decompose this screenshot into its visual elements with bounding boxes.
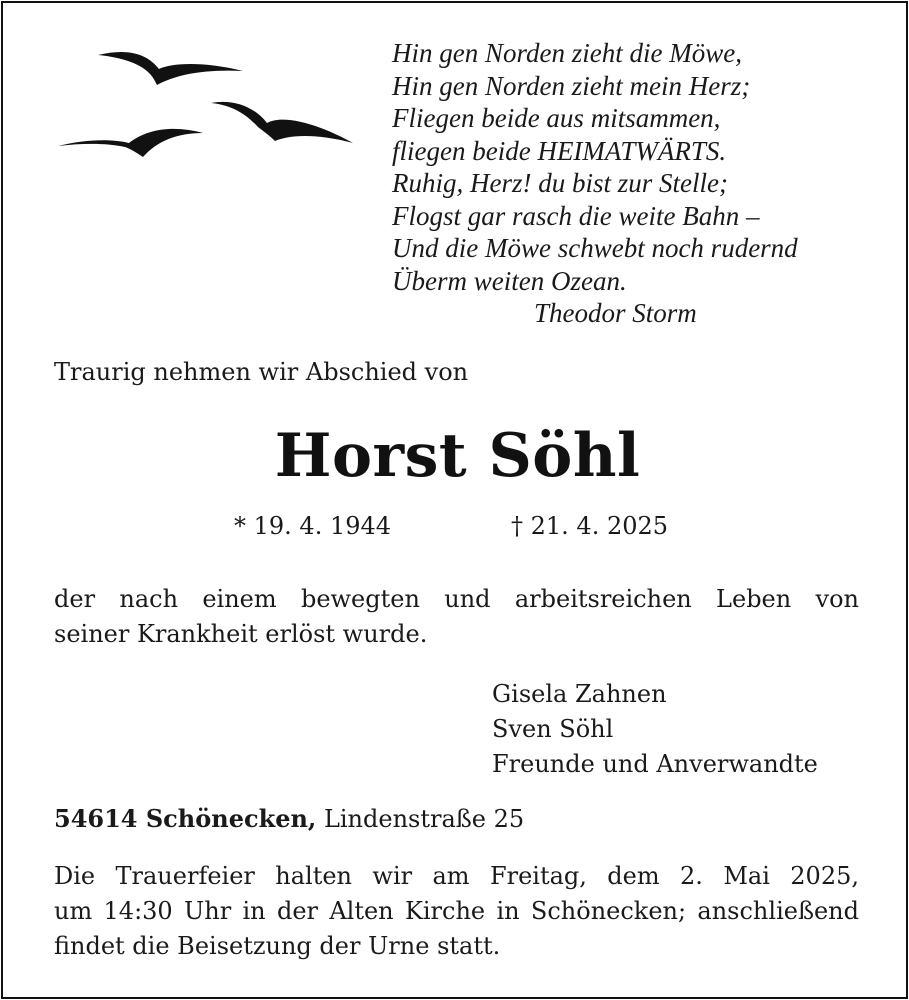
seagull-icon <box>98 52 243 85</box>
signer: Sven Söhl <box>492 715 614 743</box>
seagulls-illustration <box>53 43 363 173</box>
address-street: Lindenstraße 25 <box>323 805 525 833</box>
intro-text: Traurig nehmen wir Abschied von <box>54 358 469 386</box>
poem-line: Flogst gar rasch die weite Bahn – <box>392 200 760 231</box>
poem-line: fliegen beide HEIMATWÄRTS. <box>392 135 727 166</box>
poem-line: Hin gen Norden zieht die Möwe, <box>392 38 742 68</box>
life-text <box>54 582 859 652</box>
seagull-icon <box>211 102 353 143</box>
poem-line: Fliegen beide aus mitsammen, <box>392 103 721 133</box>
poem-line: Überm weiten Ozean. <box>392 265 627 296</box>
address <box>54 804 524 833</box>
signers <box>492 677 818 782</box>
seagull-icon <box>58 129 203 157</box>
deceased-name: Horst Söhl <box>274 421 641 491</box>
funeral-notice-line: um 14:30 Uhr in der Alten Kirche in Schönecken; anschließend <box>54 897 859 925</box>
funeral-notice-line: Die Trauerfeier halten wir am Freitag, dem 2. Mai 2025, <box>54 862 859 890</box>
obituary-card <box>1 1 908 999</box>
address-city: 54614 Schönecken, <box>54 804 317 833</box>
funeral-notice <box>54 859 859 964</box>
life-text-line: seiner Krankheit erlöst wurde. <box>54 620 428 648</box>
death-date: † 21. 4. 2025 <box>511 512 669 540</box>
poem-line: Und die Möwe schwebt noch rudernd <box>392 233 798 263</box>
poem <box>392 37 798 330</box>
funeral-notice-line: findet die Beisetzung der Urne statt. <box>54 932 501 960</box>
signer: Gisela Zahnen <box>492 680 667 708</box>
signer: Freunde und Anverwandte <box>492 750 818 778</box>
poem-line: Hin gen Norden zieht mein Herz; <box>392 70 751 101</box>
poem-author: Theodor Storm <box>534 298 697 328</box>
poem-line: Ruhig, Herz! du bist zur Stelle; <box>392 168 728 198</box>
birth-date: * 19. 4. 1944 <box>234 512 392 540</box>
life-text-line: der nach einem bewegten und arbeitsreichen Leben von <box>54 585 859 613</box>
